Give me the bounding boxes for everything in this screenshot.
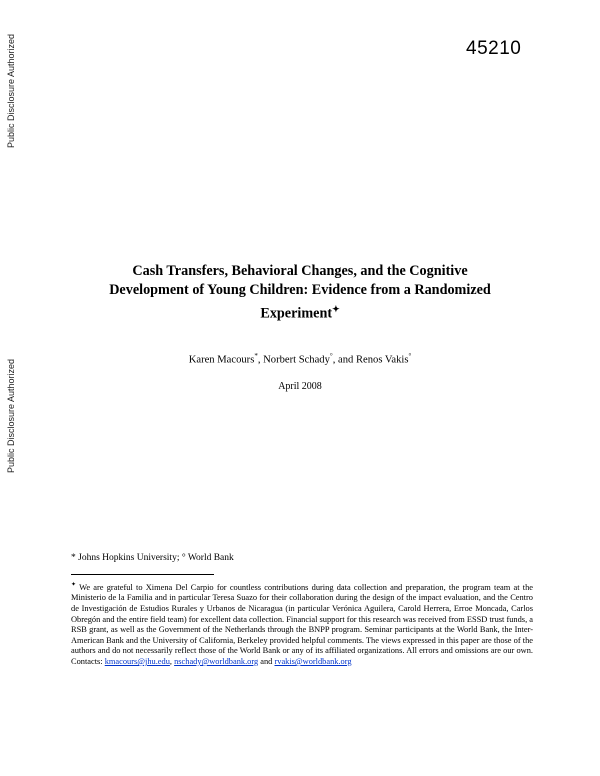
email-separator-1: , <box>169 656 175 666</box>
author-separator-1: , <box>257 354 264 366</box>
paper-title <box>60 262 540 324</box>
author-mark-2: ° <box>329 352 333 360</box>
footnote-text: We are grateful to Ximena Del Carpio for countless contributions during data collection and preparation, the program team at the Ministerio de la Familia and in particular Teresa Suazo for their collaboration during the design of the impact evaluation, and the Centro de Investigación de Estudios Rurales y Urbanos de Nicaragua (in particular Verónica Aguilera, Carold Herrera, Erroe Moncada, Carlos Obregón and the entire field team) for excellent data collection. Financial support for this research was received from ESSD trust funds, a RSB grant, as well as the Government of the Netherlands through the BNPP program. Seminar participants at the World Bank, the Inter-American Bank and the University of California, Berkeley provided helpful comments. The views expressed in this paper are those of the authors and do not necessarily reflect those of the World Bank or any of its affiliated organizations. All errors and omissions are our own. Contacts: <box>71 582 533 666</box>
title-line-1: Cash Transfers, Behavioral Changes, and the Cognitive <box>132 263 468 279</box>
email-link-vakis[interactable]: rvakis@worldbank.org <box>274 656 352 666</box>
author-schady: Norbert Schady <box>263 354 330 366</box>
author-affiliations: * Johns Hopkins University; ° World Bank <box>71 553 234 563</box>
title-line-3-text: Experiment <box>260 305 333 322</box>
author-mark-1: * <box>254 352 258 360</box>
acknowledgement-footnote <box>71 580 533 668</box>
author-macours: Karen Macours <box>188 354 255 366</box>
public-disclosure-stamp-top: Public Disclosure Authorized <box>6 33 16 148</box>
email-link-macours[interactable]: kmacours@jhu.edu <box>104 656 170 666</box>
author-vakis: Renos Vakis <box>355 354 409 366</box>
email-separator-2: and <box>258 656 275 666</box>
footnote-mark: ✦ <box>71 582 77 588</box>
title-line-3 <box>60 300 540 324</box>
public-disclosure-stamp-bottom: Public Disclosure Authorized <box>6 358 16 473</box>
title-footnote-mark: ✦ <box>332 304 340 314</box>
author-list <box>60 352 540 366</box>
email-link-schady[interactable]: nschady@worldbank.org <box>174 656 259 666</box>
report-number: 45210 <box>466 38 522 59</box>
author-mark-3: ° <box>408 352 412 360</box>
footnote-divider <box>71 574 214 575</box>
publication-date: April 2008 <box>278 381 322 392</box>
author-separator-2: , and <box>332 354 356 366</box>
title-line-2: Development of Young Children: Evidence from a Randomized <box>109 282 491 298</box>
